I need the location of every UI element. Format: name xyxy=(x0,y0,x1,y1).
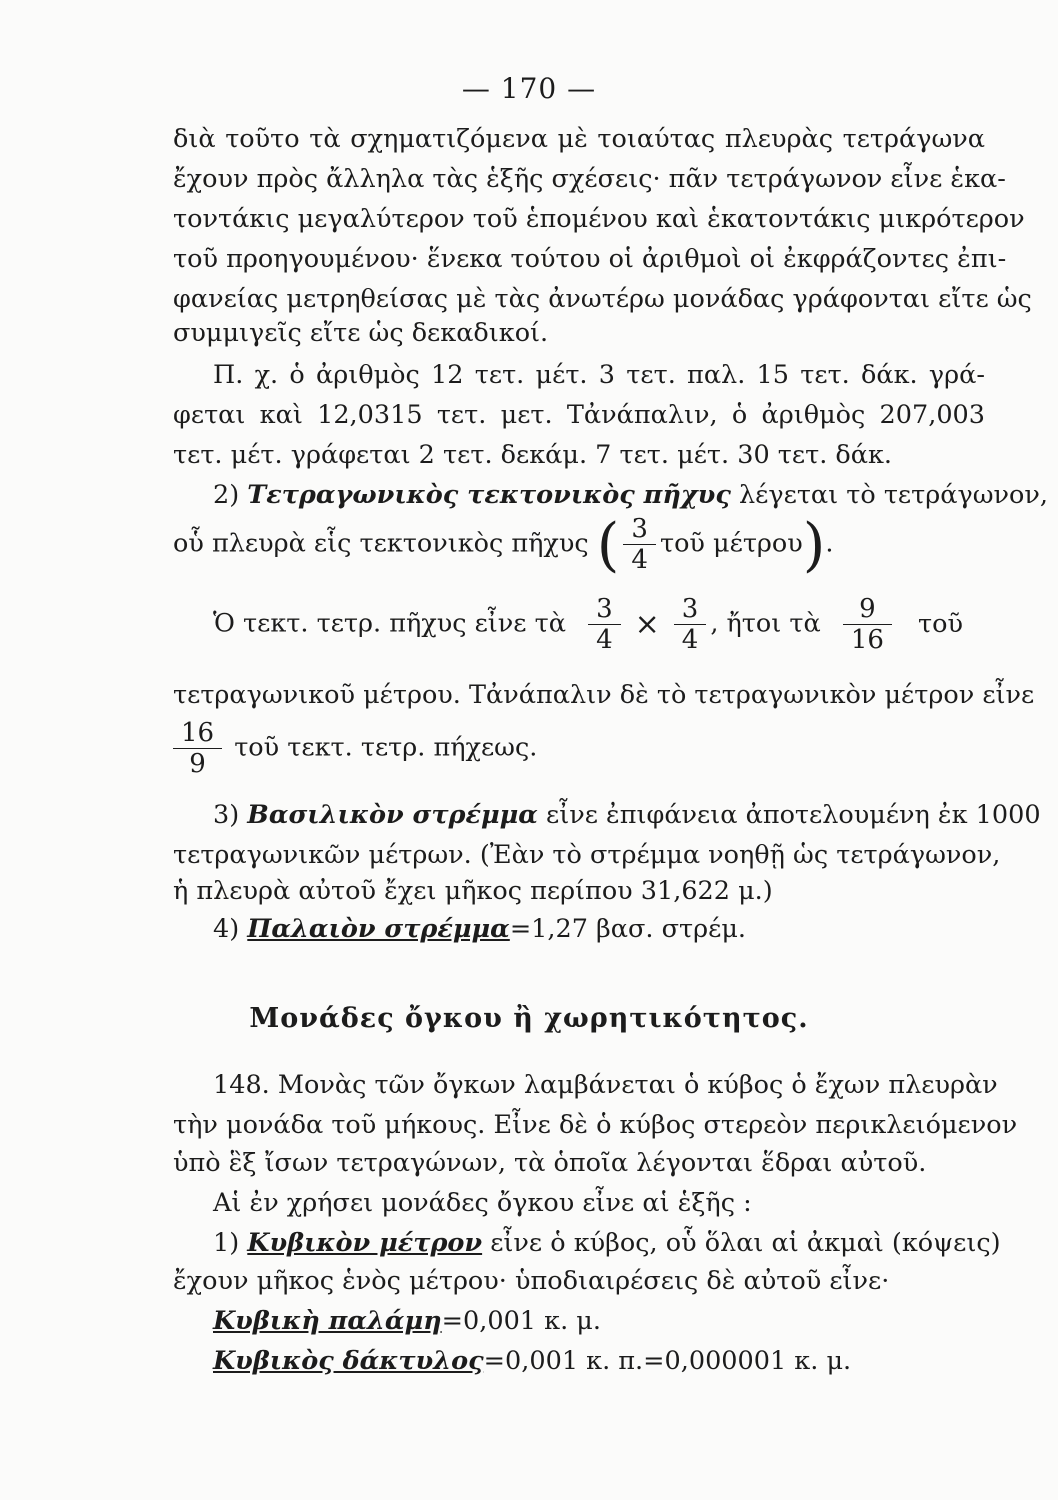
text-line: τὴν μονάδα τοῦ μήκους. Εἶνε δὲ ὁ κύβος στερεὸν περικλειόμενον xyxy=(173,1110,1018,1140)
item-number: 2) xyxy=(213,480,240,510)
text-line: φεται καὶ 12,0315 τετ. μετ. Τἀνάπαλιν, ὁ ἀριθμὸς 207,003 xyxy=(173,400,985,430)
item-number: 4) xyxy=(213,914,240,944)
text-line: Π. χ. ὁ ἀριθμὸς 12 τετ. μέτ. 3 τετ. παλ. 15 τετ. δάκ. γρά- xyxy=(213,360,985,390)
definition-text: =1,27 βασ. στρέμ. xyxy=(509,914,747,944)
definition-line xyxy=(213,1304,985,1338)
text-segment: Ὁ τεκτ. τετρ. πῆχυς εἶνε τὰ xyxy=(213,608,566,639)
fraction xyxy=(674,594,707,655)
numerator: 3 xyxy=(596,594,613,624)
fraction xyxy=(843,594,892,655)
denominator: 4 xyxy=(588,624,621,655)
definition-line xyxy=(213,1344,985,1378)
text-line: Αἱ ἐν χρήσει μονάδες ὄγκου εἶνε αἱ ἑξῆς : xyxy=(213,1188,752,1218)
fraction xyxy=(588,594,621,655)
text-line: ἔχουν μῆκος ἑνὸς μέτρου· ὑποδιαιρέσεις δὲ αὐτοῦ εἶνε· xyxy=(173,1266,890,1296)
denominator: 16 xyxy=(843,624,892,655)
fraction-line xyxy=(213,594,985,655)
text-line: τετ. μέτ. γράφεται 2 τετ. δεκάμ. 7 τετ. μέτ. 30 τετ. δάκ. xyxy=(173,440,893,470)
denominator: 9 xyxy=(173,748,222,779)
definition-text: εἶνε ὁ κύβος, οὗ ὅλαι αἱ ἀκμαὶ (κόψεις) xyxy=(490,1228,1001,1258)
definition-line xyxy=(213,798,1041,832)
text-line: φανείας μετρηθείσας μὲ τὰς ἀνωτέρω μονάδας γράφονται εἴτε ὡς xyxy=(173,284,1032,314)
numerator: 16 xyxy=(181,718,215,748)
text-segment: οὗ πλευρὰ εἷς τεκτονικὸς πῆχυς xyxy=(173,528,589,559)
definition-line xyxy=(213,1226,1001,1260)
text-segment: , ἤτοι τὰ xyxy=(710,608,821,639)
numerator: 3 xyxy=(681,594,699,624)
denominator: 4 xyxy=(674,624,707,655)
text-line: τοντάκις μεγαλύτερον τοῦ ἑπομένου καὶ ἑκατοντάκις μικρότερον xyxy=(173,204,1025,234)
definition-text: εἶνε ἐπιφάνεια ἀποτελουμένη ἐκ 1000 xyxy=(546,800,1041,830)
text-line: τοῦ προηγουμένου· ἕνεκα τούτου οἱ ἀριθμοὶ οἱ ἐκφράζοντες ἐπι- xyxy=(173,244,1007,274)
fraction-line xyxy=(173,718,537,779)
text-line: διὰ τοῦτο τὰ σχηματιζόμενα μὲ τοιαύτας πλευρὰς τετράγωνα xyxy=(173,124,985,154)
fraction-line: οὗ πλευρὰ εἷς τεκτονικὸς πῆχυς ( $\frac{3}{4}$ τοῦ μέτρου). xyxy=(173,510,834,579)
text-line: συμμιγεῖς εἴτε ὡς δεκαδικοί. xyxy=(173,318,549,348)
text-segment: τοῦ xyxy=(918,608,963,639)
numerator: 3 xyxy=(631,514,648,544)
defined-term: Βασιλικὸν στρέμμα xyxy=(247,800,538,830)
text-line: τετραγωνικοῦ μέτρου. Τἀνάπαλιν δὲ τὸ τετραγωνικὸν μέτρον εἶνε xyxy=(173,680,1035,710)
text-line: ἡ πλευρὰ αὐτοῦ ἔχει μῆκος περίπου 31,622 μ.) xyxy=(173,876,773,906)
text-line: ἔχουν πρὸς ἄλληλα τὰς ἑξῆς σχέσεις· πᾶν τετράγωνον εἶνε ἑκα- xyxy=(173,164,1006,194)
defined-term: Κυβικὴ παλάμη xyxy=(213,1306,442,1336)
definition-text: =0,001 κ. μ. xyxy=(441,1306,601,1336)
text-line: 148. Μονὰς τῶν ὄγκων λαμβάνεται ὁ κύβος ὁ ἔχων πλευρὰν xyxy=(213,1070,998,1100)
defined-term: Τετραγωνικὸς τεκτονικὸς πῆχυς xyxy=(247,480,731,510)
fraction xyxy=(623,514,656,575)
text-segment: τοῦ τεκτ. τετρ. πήχεως. xyxy=(234,732,538,763)
page-number: — 170 — xyxy=(461,72,597,105)
defined-term: Παλαιὸν στρέμμα xyxy=(247,914,510,944)
definition-line xyxy=(213,478,1048,512)
text-line: ὑπὸ ἓξ ἴσων τετραγώνων, τὰ ὁποῖα λέγονται ἕδραι αὐτοῦ. xyxy=(173,1148,927,1178)
defined-term: Κυβικὸς δάκτυλος xyxy=(213,1346,484,1376)
item-number: 3) xyxy=(213,800,240,830)
text-segment: τοῦ μέτρου xyxy=(659,528,803,559)
denominator: 4 xyxy=(623,544,656,575)
section-heading: Μονάδες ὄγκου ἢ χωρητικότητος. xyxy=(249,1003,809,1034)
text-line: τετραγωνικῶν μέτρων. (Ἐὰν τὸ στρέμμα νοηθῇ ὡς τετράγωνον, xyxy=(173,840,1001,870)
numerator: 9 xyxy=(859,594,876,624)
definition-text: λέγεται τὸ τετράγωνον, xyxy=(739,480,1048,510)
definition-line xyxy=(213,912,985,946)
times-sign: × xyxy=(634,607,660,642)
item-number: 1) xyxy=(213,1228,240,1258)
defined-term: Κυβικὸν μέτρον xyxy=(247,1228,483,1258)
fraction xyxy=(173,718,222,779)
definition-text: =0,001 κ. π.=0,000001 κ. μ. xyxy=(483,1346,852,1376)
